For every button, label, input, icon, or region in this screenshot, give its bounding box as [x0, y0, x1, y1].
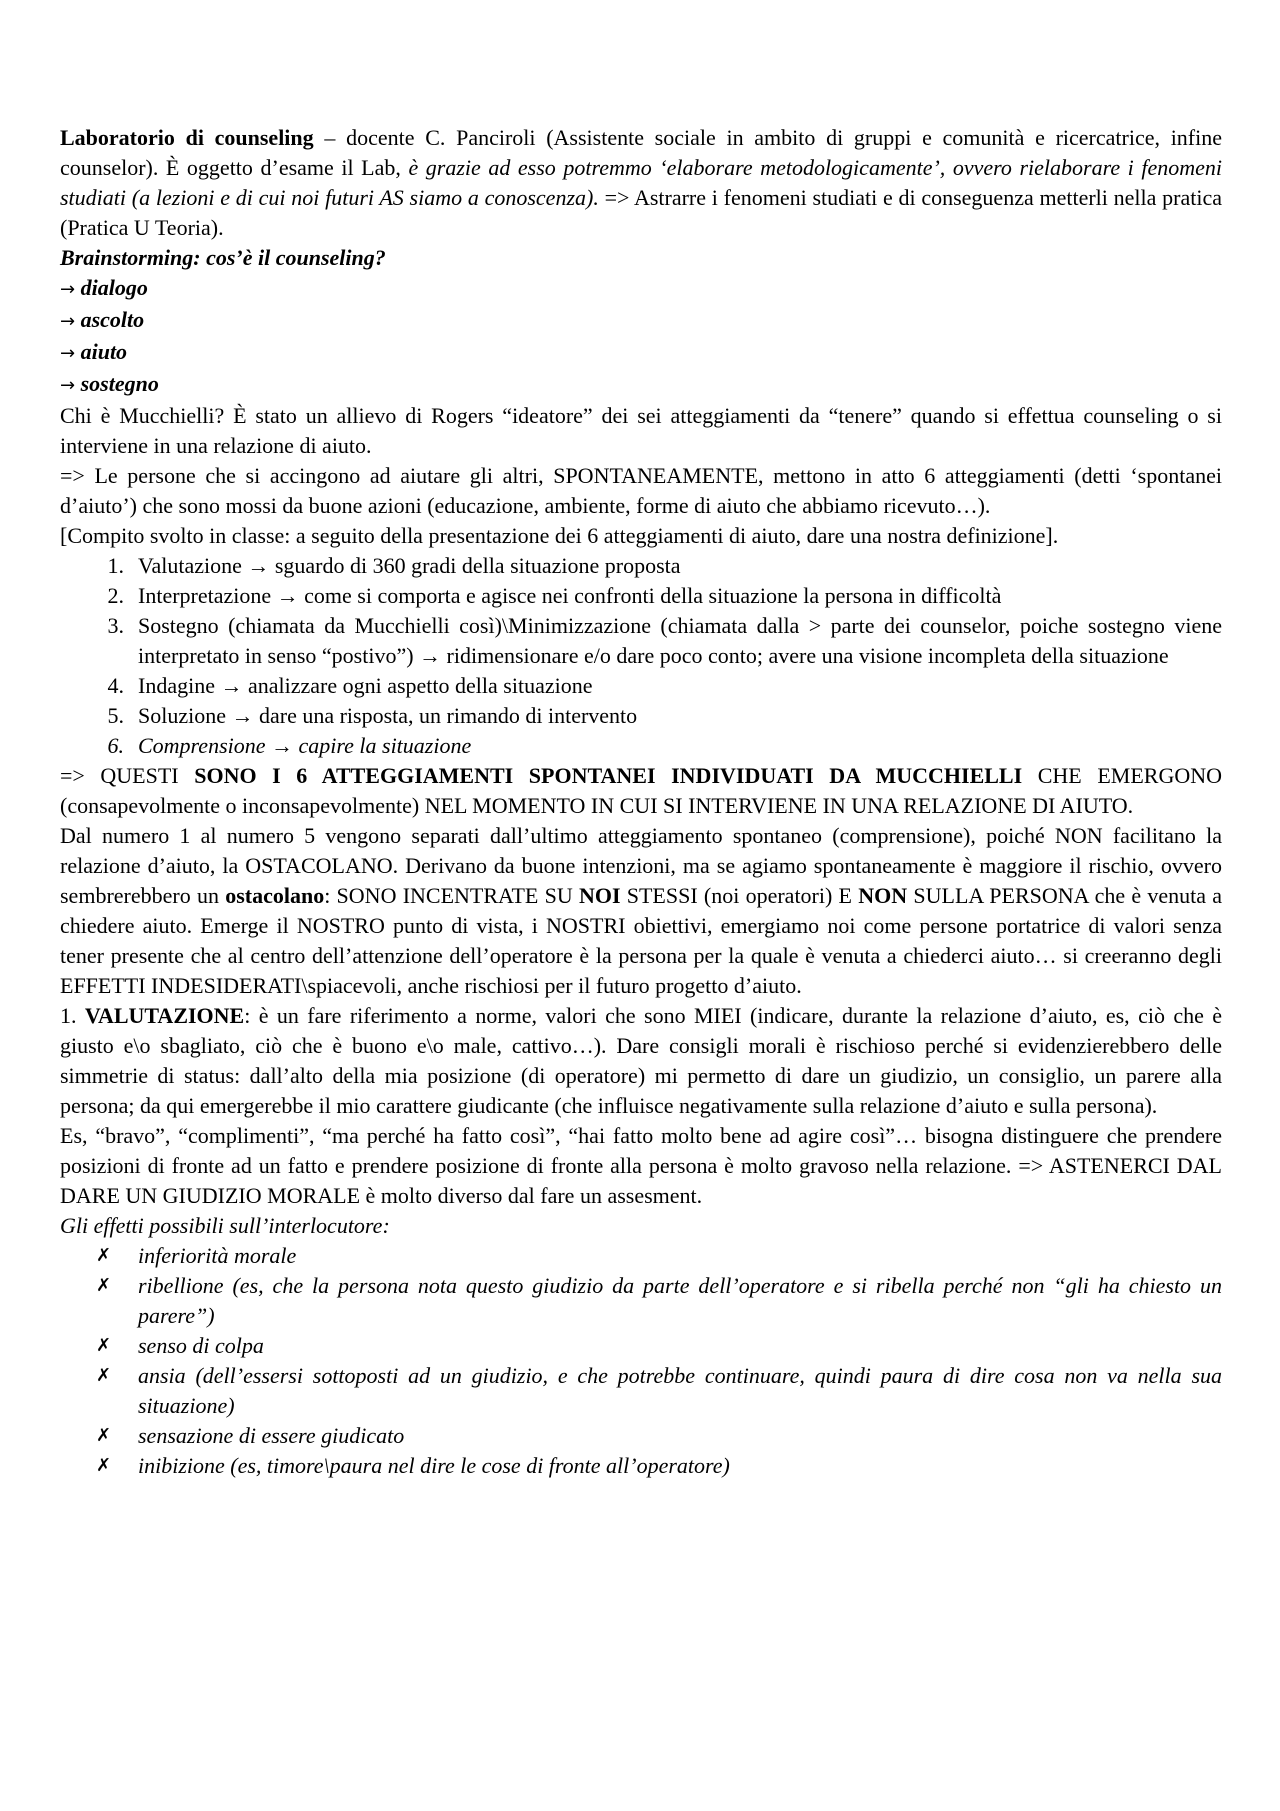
list-item-text: sensazione di essere giudicato — [138, 1423, 405, 1448]
separation-bold: NON — [858, 883, 908, 908]
arrow-icon: → — [60, 343, 76, 364]
section-text: : è un fare riferimento a norme, valori che sono MIEI (indicare, durante la relazione d’aiuto, es, ciò che è giusto e\o sbagliato, ciò che è buono e\o male, cattivo…). Dare consigli morali è rischioso perché si evidenzierebbero delle simmetrie di status: dall’alto della mia posizione (di operatore) mi permetto di dare un giudizio, un consiglio, un parere alla persona; da qui emergerebbe il mio carattere giudicante (che influisce negativamente sulla relazione d’aiuto e sulla persona). — [60, 1003, 1223, 1118]
summary-bold-text: SONO I 6 ATTEGGIAMENTI SPONTANEI INDIVIDUATI DA MUCCHIELLI — [194, 763, 1023, 788]
separation-text: STESSI (noi operatori) E — [620, 883, 859, 908]
list-item — [60, 1331, 1222, 1361]
list-item — [60, 611, 1222, 671]
list-item-text: Valutazione → sguardo di 360 gradi della situazione proposta — [138, 553, 681, 578]
list-item — [60, 1271, 1222, 1331]
intro-text-end: => Astrarre i fenomeni studiati e di conseguenza metterli nella pratica (Pratica U Teoria). — [60, 185, 1222, 240]
list-number: 1. — [107, 553, 124, 578]
brainstorming-item-label: dialogo — [80, 275, 148, 300]
cross-mark-icon: ✗ — [96, 1455, 112, 1476]
document-title: Laboratorio di counseling — [60, 125, 314, 150]
list-number: 6. — [107, 733, 124, 758]
separation-bold: NOI — [578, 883, 621, 908]
section-label: VALUTAZIONE — [84, 1003, 245, 1028]
arrow-icon: → — [60, 375, 76, 396]
brainstorming-heading: Brainstorming: cos’è il counseling? — [60, 245, 386, 270]
intro-paragraph — [60, 123, 1222, 243]
list-item-text: Sostegno (chiamata da Mucchielli così)\Minimizzazione (chiamata dalla > parte dei counselor, poiche sostegno viene interpretato in senso “postivo”) → ridimensionare e/o dare poco conto; avere una visione incompleta della situazione — [138, 613, 1222, 668]
arrow-icon: → — [60, 311, 76, 332]
separation-paragraph — [60, 821, 1222, 1001]
cross-mark-icon: ✗ — [96, 1365, 112, 1386]
list-item-text: ribellione (es, che la persona nota questo giudizio da parte dell’operatore e si ribella perché non “gli ha chiesto un parere”) — [138, 1273, 1222, 1328]
separation-bold: ostacolano — [225, 883, 325, 908]
summary-paragraph — [60, 761, 1222, 821]
brainstorming-item-label: sostegno — [80, 371, 159, 396]
list-item-text: ansia (dell’essersi sottoposti ad un giudizio, e che potrebbe continuare, quindi paura di dire cosa non va nella sua situazione) — [138, 1363, 1222, 1418]
list-item — [60, 1451, 1222, 1481]
mucchielli-paragraph: Chi è Mucchielli? È stato un allievo di Rogers “ideatore” dei sei atteggiamenti da “tenere” quando si effettua counseling o si interviene in una relazione di aiuto. — [60, 403, 1222, 458]
brainstorming-item-label: aiuto — [80, 339, 128, 364]
class-task-paragraph: [Compito svolto in classe: a seguito della presentazione dei 6 atteggiamenti di aiuto, dare una nostra definizione]. — [60, 523, 1059, 548]
list-item-text: Comprensione → capire la situazione — [138, 733, 472, 758]
list-number: 2. — [107, 583, 124, 608]
cross-mark-icon: ✗ — [96, 1335, 112, 1356]
list-number: 5. — [107, 703, 124, 728]
document-page — [60, 123, 1222, 1481]
cross-mark-icon: ✗ — [96, 1275, 112, 1296]
valutazione-paragraph — [60, 1001, 1222, 1121]
list-number: 4. — [107, 673, 124, 698]
list-item — [60, 1241, 1222, 1271]
effects-heading: Gli effetti possibili sull’interlocutore: — [60, 1213, 390, 1238]
list-item-text: senso di colpa — [138, 1333, 264, 1358]
brainstorming-item — [60, 305, 1222, 337]
list-item-text: Indagine → analizzare ogni aspetto della situazione — [138, 673, 593, 698]
summary-text: => QUESTI — [60, 763, 195, 788]
section-number: 1. — [60, 1003, 85, 1028]
separation-text: SULLA PERSONA che è venuta a chiedere aiuto. Emerge il NOSTRO punto di vista, i NOSTRI obiettivi, emergiamo noi come persone portatrice di valori senza tener presente che al centro dell’attenzione dell’operatore è la persona per la quale è venuta a chiederci aiuto… si creeranno degli EFFETTI INDESIDERATI\spiacevoli, anche rischiosi per il futuro progetto d’aiuto. — [60, 883, 1222, 998]
list-number: 3. — [107, 613, 124, 638]
brainstorming-item — [60, 273, 1222, 305]
list-item-text: Interpretazione → come si comporta e agisce nei confronti della situazione la persona in difficoltà — [138, 583, 1002, 608]
brainstorming-item-label: ascolto — [80, 307, 145, 332]
list-item — [60, 701, 1222, 731]
arrow-icon: → — [60, 279, 76, 300]
examples-paragraph: Es, “bravo”, “complimenti”, “ma perché ha fatto così”, “hai fatto molto bene ad agire così”… bisogna distinguere che prendere posizioni di fronte ad un fatto e prendere posizione di fronte alla persona è molto gravoso nella relazione. => ASTENERCI DAL DARE UN GIUDIZIO MORALE è molto diverso dal fare un assesment. — [60, 1123, 1222, 1208]
intro-text: – docente C. Panciroli (Assistente sociale in ambito di gruppi e comunità e ricercatrice, infine counselor). È oggetto d’esame il Lab, — [60, 125, 1223, 180]
list-item-text: inibizione (es, timore\paura nel dire le cose di fronte all’operatore) — [138, 1453, 730, 1478]
list-item — [60, 551, 1222, 581]
list-item — [60, 731, 1222, 761]
list-item — [60, 671, 1222, 701]
spontaneous-attitudes-paragraph: => Le persone che si accingono ad aiutare gli altri, SPONTANEAMENTE, mettono in atto 6 atteggiamenti (detti ‘spontanei d’aiuto’) che sono mossi da buone azioni (educazione, ambiente, forme di aiuto che abbiamo ricevuto…). — [60, 463, 1222, 518]
list-item — [60, 1421, 1222, 1451]
list-item-text: inferiorità morale — [138, 1243, 297, 1268]
cross-mark-icon: ✗ — [96, 1245, 112, 1266]
effects-list — [60, 1241, 1222, 1481]
summary-text-end: CHE EMERGONO (consapevolmente o inconsapevolmente) NEL MOMENTO IN CUI SI INTERVIENE IN UNA RELAZIONE DI AIUTO. — [60, 763, 1223, 818]
separation-text: : SONO INCENTRATE SU — [324, 883, 579, 908]
attitudes-list — [60, 551, 1222, 761]
list-item-text: Soluzione → dare una risposta, un rimando di intervento — [138, 703, 638, 728]
separation-text: Dal numero 1 al numero 5 vengono separati dall’ultimo atteggiamento spontaneo (comprensione), poiché NON facilitano la relazione d’aiuto, la OSTACOLANO. Derivano da buone intenzioni, ma se agiamo spontaneamente è maggiore il rischio, ovvero sembrerebbero un — [60, 823, 1222, 908]
brainstorming-item — [60, 369, 1222, 401]
intro-italic-text: è grazie ad esso potremmo ‘elaborare metodologicamente’, ovvero rielaborare i fenomeni studiati (a lezioni e di cui noi futuri AS siamo a conoscenza). — [60, 155, 1222, 210]
list-item — [60, 1361, 1222, 1421]
list-item — [60, 581, 1222, 611]
brainstorming-item — [60, 337, 1222, 369]
cross-mark-icon: ✗ — [96, 1425, 112, 1446]
